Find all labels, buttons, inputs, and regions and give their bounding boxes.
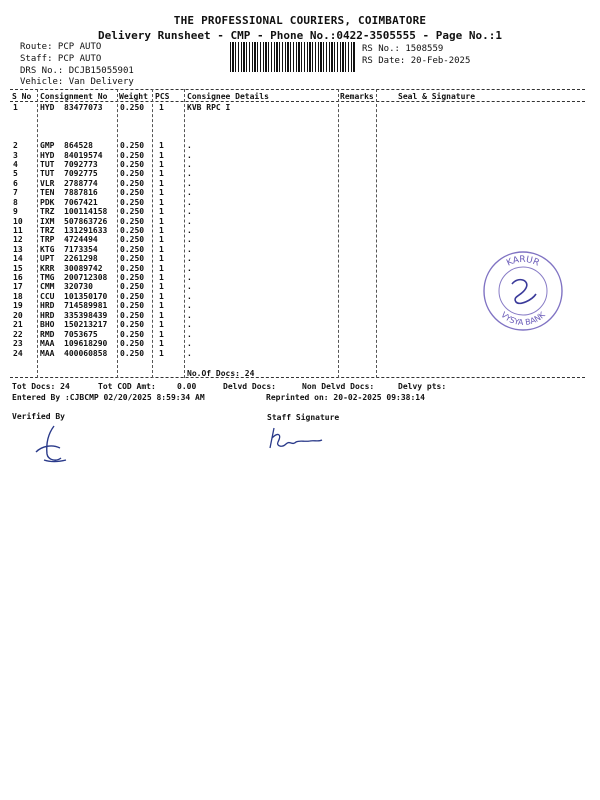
row-weight: 0.250 xyxy=(120,217,145,226)
row-consignment-no: 7173354 xyxy=(64,245,98,254)
column-header-remarks: Remarks xyxy=(340,92,374,101)
row-consignee: . xyxy=(187,349,192,358)
row-consignee: . xyxy=(187,179,192,188)
row-city-code: TRP xyxy=(40,235,55,244)
row-weight: 0.250 xyxy=(120,160,145,169)
row-consignee: . xyxy=(187,245,192,254)
row-city-code: IXM xyxy=(40,217,55,226)
row-consignee: . xyxy=(187,273,192,282)
row-city-code: VLR xyxy=(40,179,55,188)
row-city-code: KTG xyxy=(40,245,55,254)
row-city-code: TUT xyxy=(40,169,55,178)
row-city-code: HRD xyxy=(40,301,55,310)
row-consignment-no: 84019574 xyxy=(64,151,103,160)
row-city-code: UPT xyxy=(40,254,55,263)
row-consignment-no: 101350170 xyxy=(64,292,108,301)
row-pcs: 1 xyxy=(159,349,164,358)
non-delivered-docs: Non Delvd Docs: xyxy=(302,382,375,391)
row-consignment-no: 2261298 xyxy=(64,254,98,263)
row-sno: 17 xyxy=(13,282,23,291)
row-pcs: 1 xyxy=(159,188,164,197)
total-docs: Tot Docs: 24 xyxy=(12,382,70,391)
row-pcs: 1 xyxy=(159,301,164,310)
row-consignee: . xyxy=(187,254,192,263)
row-weight: 0.250 xyxy=(120,179,145,188)
verifier-signature-icon xyxy=(28,422,78,464)
row-weight: 0.250 xyxy=(120,254,145,263)
row-pcs: 1 xyxy=(159,141,164,150)
rs-number: RS No.: 1508559 xyxy=(362,44,444,54)
row-city-code: MAA xyxy=(40,349,55,358)
delivered-docs: Delvd Docs: xyxy=(223,382,276,391)
staff-label: Staff: PCP AUTO xyxy=(20,54,102,64)
verified-by-label: Verified By xyxy=(12,412,65,421)
row-city-code: MAA xyxy=(40,339,55,348)
row-consignment-no: 320730 xyxy=(64,282,93,291)
reprinted-on: Reprinted on: 20-02-2025 09:38:14 xyxy=(266,393,425,402)
staff-signature-icon xyxy=(266,424,324,454)
row-sno: 4 xyxy=(13,160,18,169)
row-city-code: HYD xyxy=(40,103,55,112)
row-consignment-no: 2788774 xyxy=(64,179,98,188)
route-label: Route: PCP AUTO xyxy=(20,42,102,52)
row-pcs: 1 xyxy=(159,339,164,348)
row-pcs: 1 xyxy=(159,226,164,235)
row-sno: 24 xyxy=(13,349,23,358)
row-consignment-no: 7092775 xyxy=(64,169,98,178)
row-consignment-no: 109618290 xyxy=(64,339,108,348)
row-sno: 10 xyxy=(13,217,23,226)
row-city-code: TRZ xyxy=(40,226,55,235)
column-header-sno: S No xyxy=(12,92,32,101)
delivery-points: Delvy pts: xyxy=(398,382,447,391)
row-city-code: RMD xyxy=(40,330,55,339)
bank-stamp-icon xyxy=(482,250,564,332)
column-header-seal: Seal & Signature xyxy=(398,92,476,101)
row-weight: 0.250 xyxy=(120,264,145,273)
runsheet-table xyxy=(10,89,585,378)
row-weight: 0.250 xyxy=(120,330,145,339)
row-city-code: KRR xyxy=(40,264,55,273)
drs-number: DRS No.: DCJB15055901 xyxy=(20,66,134,76)
runsheet-title: Delivery Runsheet - CMP - Phone No.:0422-3505555 - Page No.:1 xyxy=(98,29,502,42)
row-weight: 0.250 xyxy=(120,169,145,178)
row-sno: 23 xyxy=(13,339,23,348)
row-consignee: . xyxy=(187,160,192,169)
barcode xyxy=(230,42,356,72)
total-cod-value: 0.00 xyxy=(177,382,197,391)
row-sno: 11 xyxy=(13,226,23,235)
row-consignee: . xyxy=(187,264,192,273)
row-city-code: GMP xyxy=(40,141,55,150)
row-pcs: 1 xyxy=(159,282,164,291)
row-city-code: TUT xyxy=(40,160,55,169)
row-city-code: BHO xyxy=(40,320,55,329)
row-consignment-no: 30089742 xyxy=(64,264,103,273)
row-city-code: TEN xyxy=(40,188,55,197)
row-consignment-no: 714589981 xyxy=(64,301,108,310)
row-consignee: . xyxy=(187,301,192,310)
row-consignee: . xyxy=(187,320,192,329)
row-sno: 20 xyxy=(13,311,23,320)
row-sno: 14 xyxy=(13,254,23,263)
row-weight: 0.250 xyxy=(120,301,145,310)
row-sno: 15 xyxy=(13,264,23,273)
row-weight: 0.250 xyxy=(120,207,145,216)
row-pcs: 1 xyxy=(159,217,164,226)
vehicle-label: Vehicle: Van Delivery xyxy=(20,77,134,87)
row-consignment-no: 400060858 xyxy=(64,349,108,358)
total-cod-label: Tot COD Amt: xyxy=(98,382,156,391)
row-consignee: . xyxy=(187,292,192,301)
column-header-pcs: PCS xyxy=(155,92,170,101)
company-name: THE PROFESSIONAL COURIERS, COIMBATORE xyxy=(173,14,427,27)
row-sno: 21 xyxy=(13,320,23,329)
row-consignment-no: 7887816 xyxy=(64,188,98,197)
row-weight: 0.250 xyxy=(120,245,145,254)
row-weight: 0.250 xyxy=(120,226,145,235)
column-header-consignee: Consignee Details xyxy=(187,92,269,101)
row-consignee: . xyxy=(187,188,192,197)
row-consignment-no: 83477073 xyxy=(64,103,103,112)
row-sno: 9 xyxy=(13,207,18,216)
row-pcs: 1 xyxy=(159,103,164,112)
row-sno: 16 xyxy=(13,273,23,282)
row-pcs: 1 xyxy=(159,320,164,329)
row-pcs: 1 xyxy=(159,254,164,263)
row-pcs: 1 xyxy=(159,179,164,188)
row-sno: 7 xyxy=(13,188,18,197)
no-of-docs: No.Of Docs: 24 xyxy=(187,369,255,378)
row-sno: 1 xyxy=(13,103,18,112)
row-sno: 3 xyxy=(13,151,18,160)
rs-date: RS Date: 20-Feb-2025 xyxy=(362,56,471,66)
row-consignment-no: 131291633 xyxy=(64,226,108,235)
row-weight: 0.250 xyxy=(120,282,145,291)
row-weight: 0.250 xyxy=(120,339,145,348)
row-consignment-no: 4724494 xyxy=(64,235,98,244)
row-city-code: TMG xyxy=(40,273,55,282)
row-consignment-no: 507863726 xyxy=(64,217,108,226)
row-sno: 18 xyxy=(13,292,23,301)
row-consignee: . xyxy=(187,169,192,178)
row-pcs: 1 xyxy=(159,151,164,160)
row-consignee: . xyxy=(187,311,192,320)
row-sno: 22 xyxy=(13,330,23,339)
row-consignee: . xyxy=(187,235,192,244)
row-sno: 2 xyxy=(13,141,18,150)
row-sno: 6 xyxy=(13,179,18,188)
row-weight: 0.250 xyxy=(120,311,145,320)
row-consignment-no: 864528 xyxy=(64,141,93,150)
row-sno: 5 xyxy=(13,169,18,178)
row-consignee: KVB RPC I xyxy=(187,103,231,112)
row-consignment-no: 150213217 xyxy=(64,320,108,329)
staff-signature-label: Staff Signature xyxy=(267,413,340,422)
column-header-weight: Weight xyxy=(119,92,148,101)
column-header-consignment: Consignment No xyxy=(40,92,108,101)
row-consignee: . xyxy=(187,330,192,339)
row-city-code: PDK xyxy=(40,198,55,207)
row-weight: 0.250 xyxy=(120,151,145,160)
row-pcs: 1 xyxy=(159,207,164,216)
row-consignee: . xyxy=(187,207,192,216)
row-consignee: . xyxy=(187,339,192,348)
row-sno: 8 xyxy=(13,198,18,207)
row-weight: 0.250 xyxy=(120,198,145,207)
row-consignee: . xyxy=(187,217,192,226)
row-pcs: 1 xyxy=(159,169,164,178)
row-city-code: TRZ xyxy=(40,207,55,216)
row-pcs: 1 xyxy=(159,198,164,207)
row-pcs: 1 xyxy=(159,245,164,254)
row-city-code: HRD xyxy=(40,311,55,320)
stamp-text-top: KARUR xyxy=(505,254,541,269)
row-pcs: 1 xyxy=(159,330,164,339)
row-consignment-no: 7067421 xyxy=(64,198,98,207)
row-consignment-no: 200712308 xyxy=(64,273,108,282)
row-weight: 0.250 xyxy=(120,103,145,112)
row-pcs: 1 xyxy=(159,311,164,320)
row-weight: 0.250 xyxy=(120,349,145,358)
row-pcs: 1 xyxy=(159,160,164,169)
row-pcs: 1 xyxy=(159,264,164,273)
row-pcs: 1 xyxy=(159,292,164,301)
row-sno: 19 xyxy=(13,301,23,310)
row-consignment-no: 335398439 xyxy=(64,311,108,320)
row-sno: 12 xyxy=(13,235,23,244)
row-weight: 0.250 xyxy=(120,292,145,301)
row-city-code: HYD xyxy=(40,151,55,160)
row-weight: 0.250 xyxy=(120,188,145,197)
row-consignment-no: 7053675 xyxy=(64,330,98,339)
row-city-code: CMM xyxy=(40,282,55,291)
row-consignee: . xyxy=(187,198,192,207)
row-consignment-no: 100114158 xyxy=(64,207,108,216)
row-weight: 0.250 xyxy=(120,320,145,329)
stamp-text-bottom: VYSYA BANK xyxy=(499,310,547,328)
row-weight: 0.250 xyxy=(120,273,145,282)
row-sno: 13 xyxy=(13,245,23,254)
row-consignee: . xyxy=(187,151,192,160)
row-consignee: . xyxy=(187,141,192,150)
row-weight: 0.250 xyxy=(120,141,145,150)
row-pcs: 1 xyxy=(159,235,164,244)
row-consignee: . xyxy=(187,226,192,235)
row-pcs: 1 xyxy=(159,273,164,282)
row-weight: 0.250 xyxy=(120,235,145,244)
entered-by: Entered By :CJBCMP 02/20/2025 8:59:34 AM xyxy=(12,393,205,402)
row-consignment-no: 7092773 xyxy=(64,160,98,169)
row-city-code: CCU xyxy=(40,292,55,301)
row-consignee: . xyxy=(187,282,192,291)
